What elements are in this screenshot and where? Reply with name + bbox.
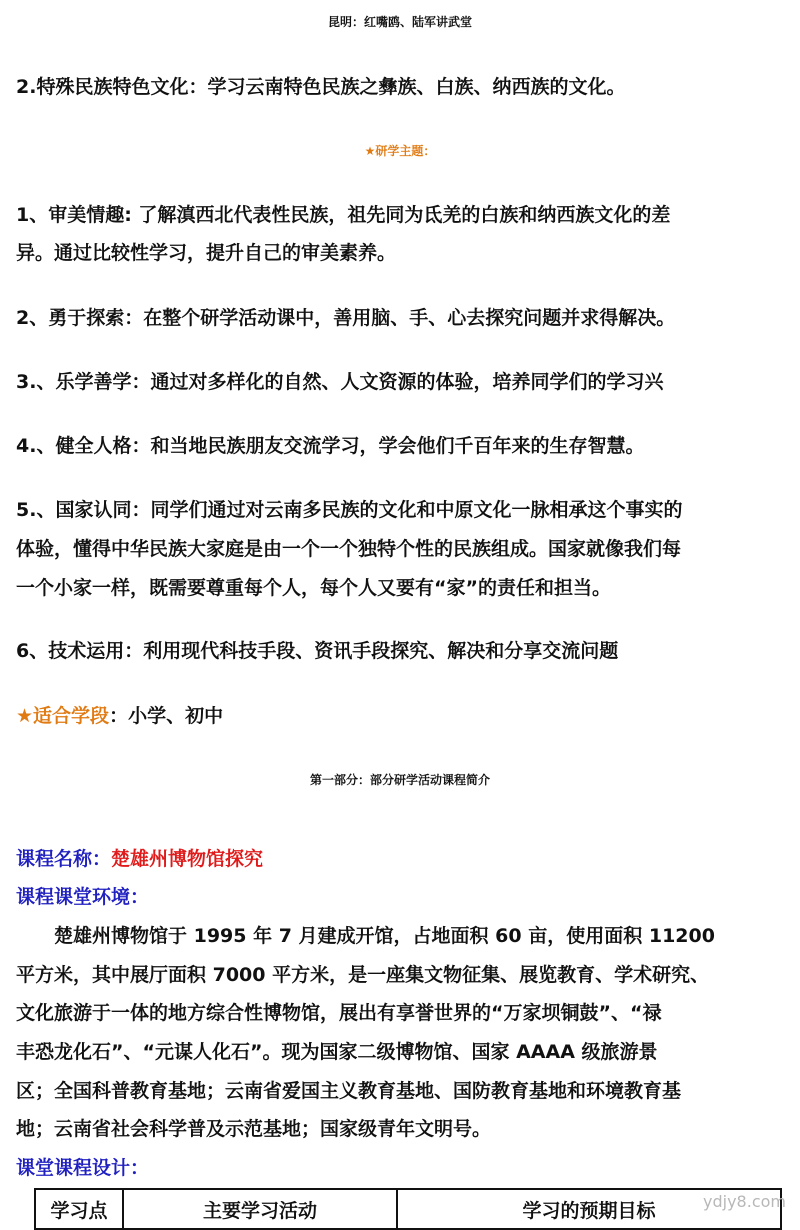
part-title-text: 第一部分：部分研学活动课程简介 <box>309 773 490 787</box>
part-title <box>0 763 800 797</box>
culture-item <box>16 70 784 104</box>
course-design-label-text: 课堂课程设计： <box>16 1157 150 1179</box>
theme-text: 6、技术运用：利用现代科技手段、资讯手段探究、解决和分享交流问题 <box>16 640 619 662</box>
theme-item-3 <box>16 365 784 399</box>
env-text: 文化旅游于一体的地方综合性博物馆，展出有享誉世界的“万家坝铜鼓”、“禄 <box>16 1002 662 1024</box>
course-env-label <box>16 880 784 914</box>
env-text: 平方米，其中展厅面积 7000 平方米，是一座集文物征集、展览教育、学术研究、 <box>16 964 710 986</box>
env-text: 区；全国科普教育基地；云南省爱国主义教育基地、国防教育基地和环境教育基 <box>16 1080 682 1102</box>
course-name-label: 课程名称： <box>16 848 112 870</box>
env-text: 地；云南省社会科学普及示范基地；国家级青年文明号。 <box>16 1118 492 1140</box>
theme-text: 2、勇于探索：在整个研学活动课中，善用脑、手、心去探究问题并求得解决。 <box>16 307 676 329</box>
top-location-text: 昆明：红嘴鸥、陆军讲武堂 <box>327 15 472 29</box>
theme-text: 3.、乐学善学：通过对多样化的自然、人文资源的体验，培养同学们的学习兴 <box>16 371 664 393</box>
star-icon: ★ <box>364 144 376 158</box>
theme-item-6 <box>16 634 784 668</box>
table-header-cell: 学习的预期目标 <box>397 1189 781 1229</box>
table-header-cell: 学习点 <box>35 1189 123 1229</box>
grade-label: 适合学段 <box>33 705 110 727</box>
theme-item-1-line-2 <box>16 236 784 270</box>
course-name-value: 楚雄州博物馆探究 <box>111 848 264 870</box>
course-env-line-6 <box>16 1112 784 1146</box>
theme-item-5-line-3 <box>16 571 784 605</box>
culture-item-text: 2.特殊民族特色文化：学习云南特色民族之彝族、白族、纳西族的文化。 <box>16 76 626 98</box>
course-design-table <box>34 1188 782 1230</box>
theme-text: 一个小家一样，既需要尊重每个人，每个人又要有“家”的责任和担当。 <box>16 577 611 599</box>
theme-item-2 <box>16 301 784 335</box>
watermark: ydjy8.com <box>703 1192 786 1211</box>
top-location-line <box>0 5 800 39</box>
table-header-cell: 主要学习活动 <box>123 1189 397 1229</box>
course-name-line <box>16 842 784 876</box>
theme-text: 异。通过比较性学习，提升自己的审美素养。 <box>16 242 397 264</box>
course-design-label <box>16 1151 784 1185</box>
table-header-row <box>35 1189 781 1229</box>
theme-text: 4.、健全人格：和当地民族朋友交流学习，学会他们千百年来的生存智慧。 <box>16 435 645 457</box>
course-env-line-4 <box>16 1035 784 1069</box>
course-env-label-text: 课程课堂环境： <box>16 886 150 908</box>
grade-line <box>16 699 784 733</box>
env-text: 丰恐龙化石”、“元谋人化石”。现为国家二级博物馆、国家 AAAA 级旅游景 <box>16 1041 658 1063</box>
themes-heading <box>0 134 800 168</box>
theme-item-5-line-1 <box>16 493 784 527</box>
course-env-line-2 <box>16 958 784 992</box>
theme-item-4 <box>16 429 784 463</box>
course-env-line-5 <box>16 1074 784 1108</box>
course-env-line-1 <box>16 919 784 953</box>
theme-text: 1、审美情趣: 了解滇西北代表性民族，祖先同为氐羌的白族和纳西族文化的差 <box>16 204 671 226</box>
env-text: 楚雄州博物馆于 1995 年 7 月建成开馆，占地面积 60 亩，使用面积 11200 <box>16 925 715 947</box>
theme-item-5-line-2 <box>16 532 784 566</box>
theme-text: 体验，懂得中华民族大家庭是由一个一个独特个性的民族组成。国家就像我们每 <box>16 538 682 560</box>
theme-text: 5.、国家认同：同学们通过对云南多民族的文化和中原文化一脉相承这个事实的 <box>16 499 683 521</box>
theme-item-1-line-1 <box>16 198 784 232</box>
course-env-line-3 <box>16 996 784 1030</box>
grade-value: ：小学、初中 <box>109 705 224 727</box>
themes-heading-text: 研学主题： <box>375 144 436 158</box>
star-icon: ★ <box>16 705 34 727</box>
